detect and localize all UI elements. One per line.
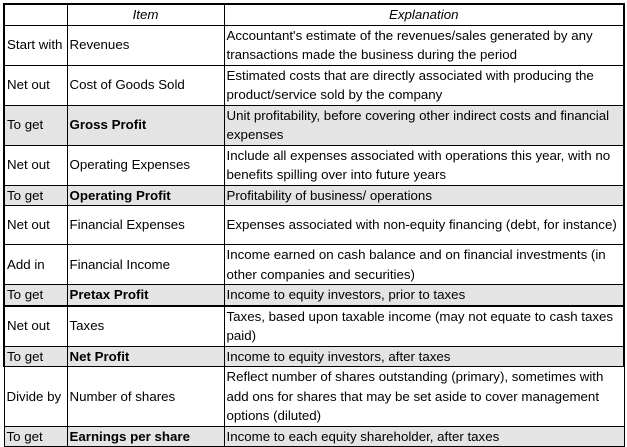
row-action: To get — [4, 285, 67, 306]
row-item: Taxes — [67, 306, 224, 347]
table-row-subtotal — [4, 185, 624, 206]
row-item: Gross Profit — [67, 105, 224, 145]
header-row — [4, 4, 624, 25]
row-item: Pretax Profit — [67, 285, 224, 306]
row-explanation: Income earned on cash balance and on financial investments (in other companies and securities) — [224, 245, 624, 285]
row-item: Financial Income — [67, 245, 224, 285]
table-row — [4, 367, 624, 427]
table-row — [4, 145, 624, 185]
table-row — [4, 206, 624, 245]
income-statement-table-container — [3, 3, 623, 447]
row-explanation: Expenses associated with non-equity financing (debt, for instance) — [224, 206, 624, 245]
table-row-subtotal — [4, 426, 624, 447]
row-explanation: Taxes, based upon taxable income (may not equate to cash taxes paid) — [224, 306, 624, 347]
row-action: Divide by — [4, 367, 67, 427]
income-statement-table — [3, 3, 625, 447]
table-row — [4, 245, 624, 285]
row-action: Start with — [4, 25, 67, 65]
table-row — [4, 25, 624, 65]
row-item: Financial Expenses — [67, 206, 224, 245]
row-action: To get — [4, 346, 67, 367]
row-action: To get — [4, 105, 67, 145]
header-item: Item — [67, 4, 224, 25]
header-action — [4, 4, 67, 25]
row-item: Number of shares — [67, 367, 224, 427]
row-action: Net out — [4, 145, 67, 185]
row-item: Operating Profit — [67, 185, 224, 206]
row-item: Operating Expenses — [67, 145, 224, 185]
table-row-subtotal — [4, 346, 624, 367]
row-explanation: Include all expenses associated with operations this year, with no benefits spilling over into future years — [224, 145, 624, 185]
row-explanation: Income to equity investors, prior to taxes — [224, 285, 624, 306]
row-action: Add in — [4, 245, 67, 285]
table-row — [4, 65, 624, 105]
row-explanation: Accountant's estimate of the revenues/sales generated by any transactions made the business during the period — [224, 25, 624, 65]
row-action: Net out — [4, 65, 67, 105]
row-explanation: Reflect number of shares outstanding (primary), sometimes with add ons for shares that may be set aside to cover management options (diluted) — [224, 367, 624, 427]
row-action: Net out — [4, 306, 67, 347]
row-action: To get — [4, 185, 67, 206]
row-item: Cost of Goods Sold — [67, 65, 224, 105]
table-row-subtotal — [4, 105, 624, 145]
row-action: To get — [4, 426, 67, 447]
row-explanation: Profitability of business/ operations — [224, 185, 624, 206]
row-explanation: Income to each equity shareholder, after taxes — [224, 426, 624, 447]
row-action: Net out — [4, 206, 67, 245]
row-item: Net Profit — [67, 346, 224, 367]
header-explanation: Explanation — [224, 4, 624, 25]
row-item: Revenues — [67, 25, 224, 65]
row-item: Earnings per share — [67, 426, 224, 447]
row-explanation: Unit profitability, before covering other indirect costs and financial expenses — [224, 105, 624, 145]
row-explanation: Estimated costs that are directly associated with producing the product/service sold by the company — [224, 65, 624, 105]
table-row — [4, 306, 624, 347]
row-explanation: Income to equity investors, after taxes — [224, 346, 624, 367]
table-row-subtotal — [4, 285, 624, 306]
